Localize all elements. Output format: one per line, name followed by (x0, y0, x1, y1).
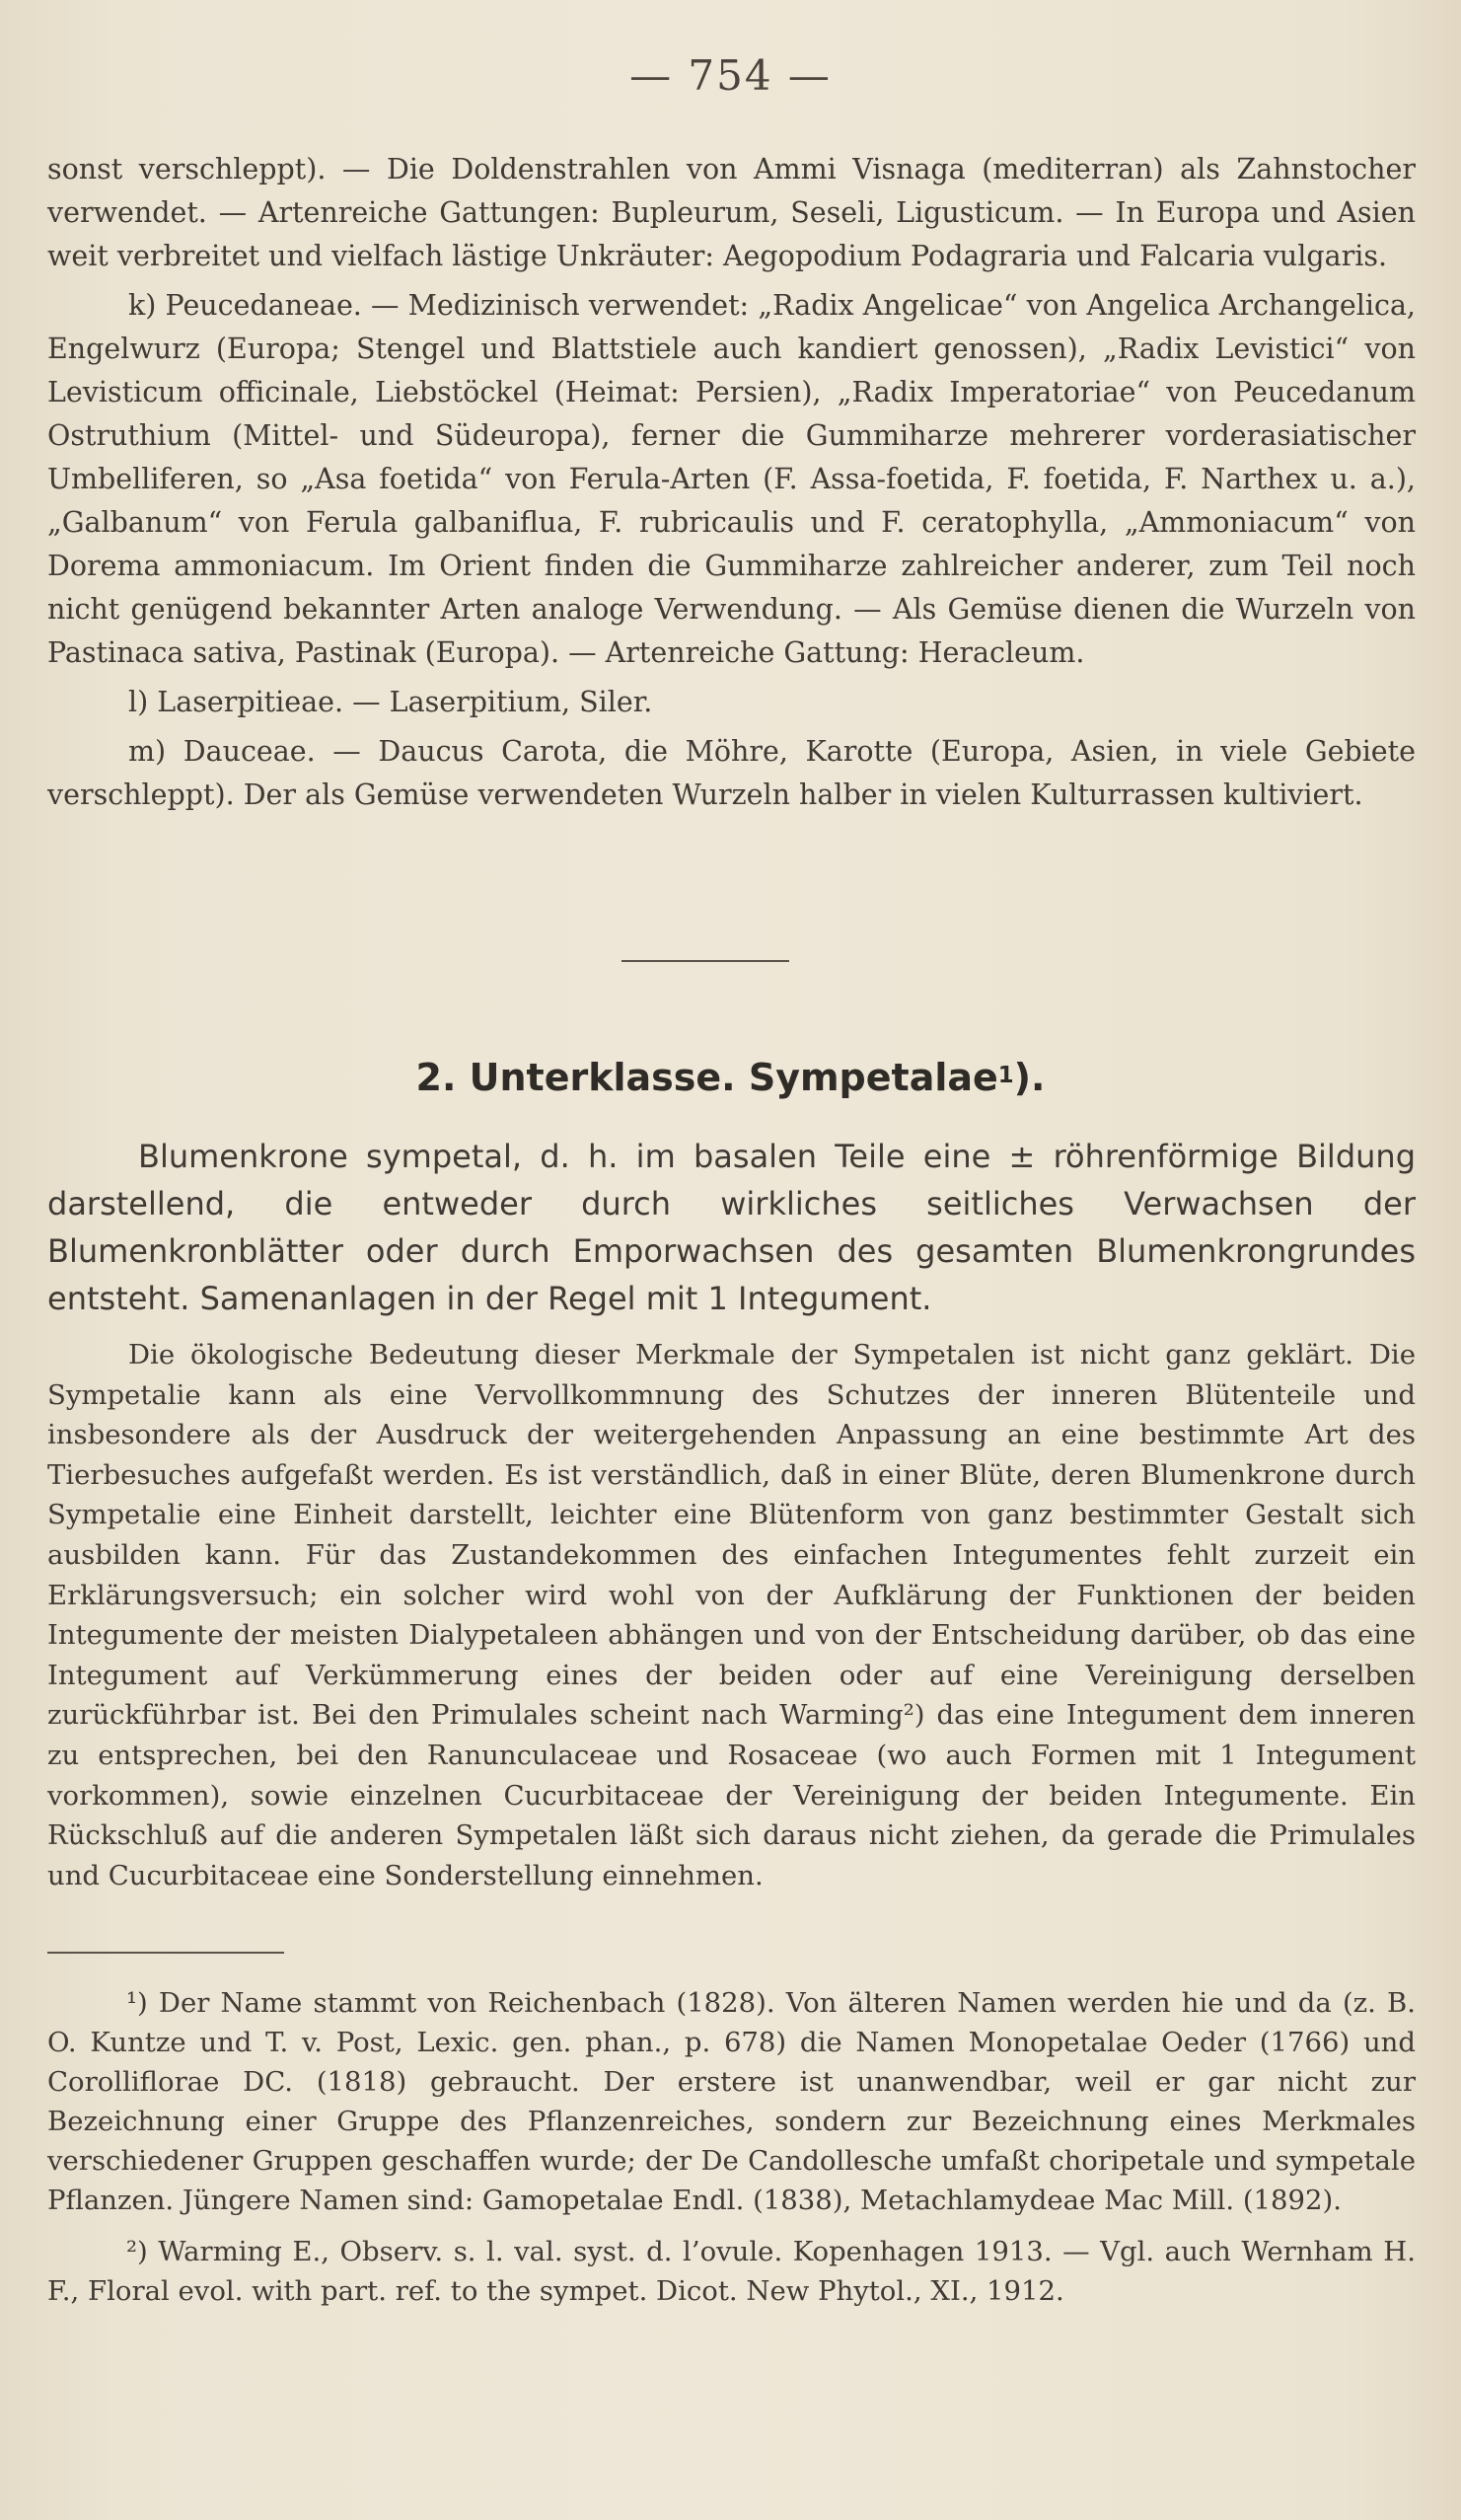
page-number: — 754 — (629, 51, 832, 100)
footnote-1: ¹) Der Name stammt von Reichenbach (1828). Von älteren Namen werden hie und da (z. B. O. Kuntze und T. v. Post, Lexic. gen. phan., p. 678) die Namen Monopetalae Oeder (1766) und Corolliflorae DC. (1818) gebraucht. Der erstere ist unanwendbar, weil er gar nicht zur Bezeichnung einer Gruppe des Pflanzenreiches, sondern zur Bezeichnung eines Merkmales verschiedener Gruppen geschaffen wurde; der De Candollesche umfaßt choripetale und sympetale Pflanzen. Jüngere Namen sind: Gamopetalae Endl. (1838), Metachlamydeae Mac Mill. (1892). (47, 1987, 1416, 2216)
discussion-text: Die ökologische Bedeutung dieser Merkmale der Sympetalen ist nicht ganz geklärt. Die Sympetalie kann als eine Vervollkommnung des Schutzes der inneren Blütenteile und insbesondere als der Ausdruck der weitergehenden Anpassung an eine bestimmte Art des Tierbesuches aufgefaßt werden. Es ist verständlich, daß in einer Blüte, deren Blumenkrone durch Sympetalie eine Einheit darstellt, leichter eine Blütenform von ganz bestimmter Gestalt sich ausbilden kann. Für das Zustandekommen des einfachen Integumentes fehlt zurzeit ein Erklärungsversuch; ein solcher wird wohl von der Aufklärung der Funktionen der beiden Integumente der meisten Dialypetaleen abhängen und von der Entscheidung darüber, ob das eine Integument auf Verkümmerung eines der beiden oder auf eine Vereinigung derselben zurückführbar ist. Bei den Primulales scheint nach Warming²) das eine Integument dem inneren zu entsprechen, bei den Ranunculaceae und Rosaceae (wo auch Formen mit 1 Integument vorkommen), sowie einzelnen Cucurbitaceae der Vereinigung der beiden Integumente. Ein Rückschluß auf die anderen Sympetalen läßt sich daraus nicht ziehen, da gerade die Primulales und Cucurbitaceae eine Sonderstellung einnehmen. (47, 1339, 1416, 1891)
footnotes (47, 1983, 1416, 2323)
section-divider (621, 960, 789, 962)
footnote-divider (47, 1952, 284, 1954)
paragraph-dauceae: m) Dauceae. — Daucus Carota, die Möhre, Karotte (Europa, Asien, in viele Gebiete verschleppt). Der als Gemüse verwendeten Wurzeln halber in vielen Kulturrassen kultiviert. (47, 735, 1416, 811)
heading-end: ). (1013, 1056, 1046, 1099)
paragraph-peucedaneae: k) Peucedaneae. — Medizinisch verwendet: „Radix Angelicae“ von Angelica Archangelica, Engelwurz (Europa; Stengel und Blattstiele auch kandiert genossen), „Radix Levistici“ von Levisticum officinale, Liebstöckel (Heimat: Persien), „Radix Imperatoriae“ von Peucedanum Ostruthium (Mittel- und Südeuropa), ferner die Gummiharze mehrerer vorderasiatischer Umbelliferen, so „Asa foetida“ von Ferula-Arten (F. Assa-foetida, F. foetida, F. Narthex u. a.), „Galbanum“ von Ferula galbaniflua, F. rubricaulis und F. ceratophylla, „Ammoniacum“ von Dorema ammoniacum. Im Orient finden die Gummiharze zahlreicher anderer, zum Teil noch nicht genügend bekannter Arten analoge Verwendung. — Als Gemüse dienen die Wurzeln von Pastinaca sativa, Pastinak (Europa). — Artenreiche Gattung: Heracleum. (47, 289, 1416, 669)
heading-footnote-mark: 1 (997, 1063, 1014, 1089)
section-heading (0, 1056, 1461, 1099)
heading-text: 2. Unterklasse. Sympetalae (415, 1056, 998, 1099)
discussion-paragraph (47, 1335, 1416, 1895)
paragraph-laserpitieae: l) Laserpitieae. — Laserpitium, Siler. (128, 686, 653, 718)
paragraph-continued: sonst verschleppt). — Die Doldenstrahlen von Ammi Visnaga (mediterran) als Zahnstocher verwendet. — Artenreiche Gattungen: Bupleurum, Seseli, Ligusticum. — In Europa und Asien weit verbreitet und vielfach lästige Unkräuter: Aegopodium Podagraria und Falcaria vulgaris. (47, 153, 1416, 272)
definition-text: Blumenkrone sympetal, d. h. im basalen Teile eine ± röhrenförmige Bildung darstellend, die entweder durch wirkliches seitliches Verwachsen der Blumenkronblätter oder durch Emporwachsen des gesamten Blumenkrongrundes entsteht. Samenanlagen in der Regel mit 1 Integument. (47, 1138, 1416, 1317)
definition-paragraph (47, 1133, 1416, 1322)
umbelliferae-text (47, 148, 1416, 823)
footnote-2: ²) Warming E., Observ. s. l. val. syst. d. l’ovule. Kopenhagen 1913. — Vgl. auch Wernham H. F., Floral evol. with part. ref. to the sympet. Dicot. New Phytol., XI., 1912. (47, 2236, 1416, 2307)
